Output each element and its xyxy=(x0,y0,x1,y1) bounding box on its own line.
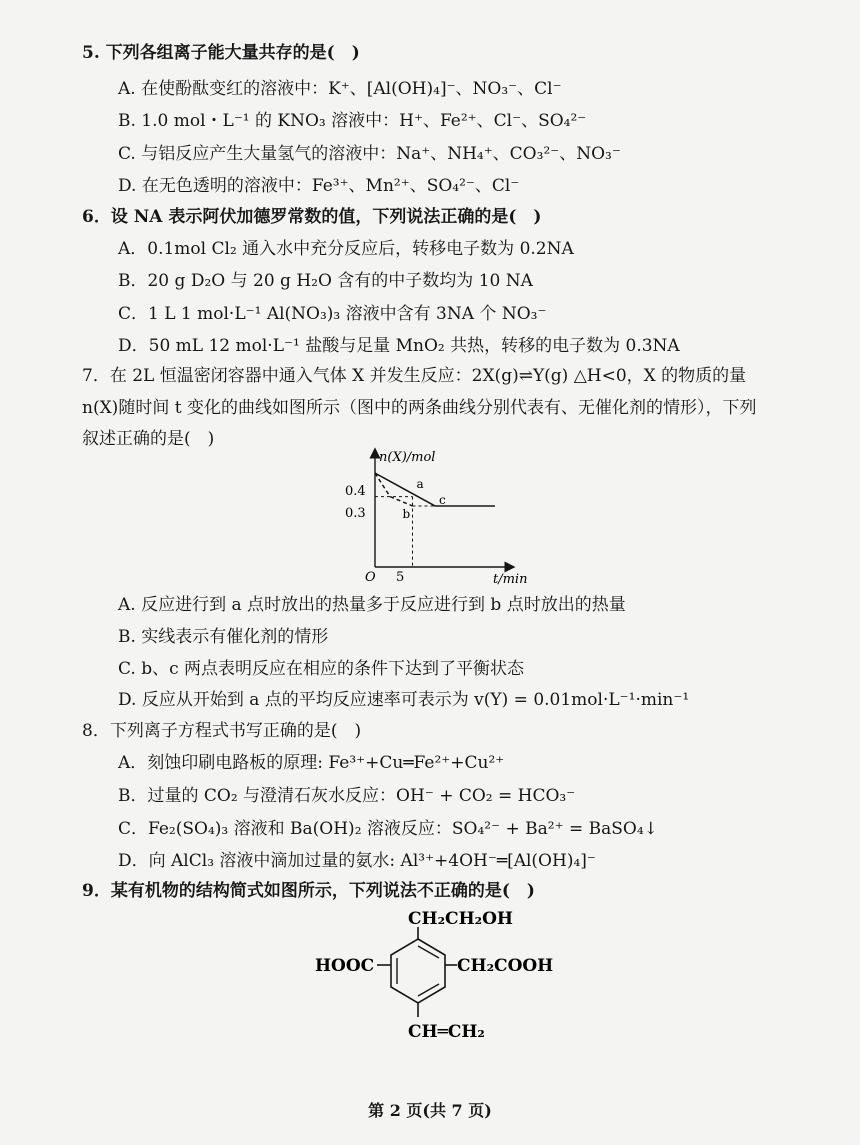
q9-stem: 9．某有机物的结构简式如图所示，下列说法不正确的是( ) xyxy=(82,881,535,901)
nx-time-graph xyxy=(335,445,555,590)
solid-curve xyxy=(375,473,495,506)
q8-option-d: D．向 AlCl₃ 溶液中滴加过量的氨水: Al³⁺+4OH⁻═[Al(OH)₄]⁻ xyxy=(118,851,596,871)
substituent-right: CH₂COOH xyxy=(457,956,554,976)
q5-option-b: B. 1.0 mol・L⁻¹ 的 KNO₃ 溶液中：H⁺、Fe²⁺、Cl⁻、SO₄²⁻ xyxy=(118,111,587,131)
substituent-top: CH₂CH₂OH xyxy=(408,909,513,929)
origin-label: O xyxy=(365,570,376,585)
q5-option-c: C. 与铝反应产生大量氢气的溶液中：Na⁺、NH₄⁺、CO₃²⁻、NO₃⁻ xyxy=(118,144,621,164)
benzene-ring xyxy=(391,939,445,1003)
q5-option-d: D. 在无色透明的溶液中：Fe³⁺、Mn²⁺、SO₄²⁻、Cl⁻ xyxy=(118,176,520,196)
q7-option-c: C. b、c 两点表明反应在相应的条件下达到了平衡状态 xyxy=(118,659,525,679)
organic-structure xyxy=(305,905,585,1065)
graph-axes xyxy=(375,453,510,567)
q8-option-b: B．过量的 CO₂ 与澄清石灰水反应：OH⁻ + CO₂ = HCO₃⁻ xyxy=(118,786,576,806)
q6-option-d: D．50 mL 12 mol·L⁻¹ 盐酸与足量 MnO₂ 共热，转移的电子数为 0.3NA xyxy=(118,336,680,356)
substituent-left: HOOC xyxy=(315,956,375,976)
q7-option-b: B. 实线表示有催化剂的情形 xyxy=(118,627,329,647)
ring-double-bond-2 xyxy=(418,984,439,996)
y-tick-0.4: 0.4 xyxy=(345,484,366,499)
q6-option-a: A．0.1mol Cl₂ 通入水中充分反应后，转移电子数为 0.2NA xyxy=(118,239,574,259)
y-axis-label: n(X)/mol xyxy=(379,450,436,465)
q7-stem-line2: n(X)随时间 t 变化的曲线如图所示（图中的两条曲线分别代表有、无催化剂的情形），下列 xyxy=(82,398,757,418)
q8-option-a: A．刻蚀印刷电路板的原理: Fe³⁺+Cu═Fe²⁺+Cu²⁺ xyxy=(118,753,505,773)
ring-double-bond-1 xyxy=(418,946,439,958)
q6-option-c: C．1 L 1 mol·L⁻¹ Al(NO₃)₃ 溶液中含有 3NA 个 NO₃⁻ xyxy=(118,304,547,324)
q6-stem: 6．设 NA 表示阿伏加德罗常数的值，下列说法正确的是( ) xyxy=(82,207,542,227)
page-footer: 第 2 页(共 7 页) xyxy=(368,1101,492,1120)
x-tick-5: 5 xyxy=(396,570,405,585)
q7-option-d: D. 反应从开始到 a 点的平均反应速率可表示为 v(Y) = 0.01mol·L⁻¹·min⁻¹ xyxy=(118,690,690,710)
y-tick-0.3: 0.3 xyxy=(345,506,366,521)
q6-option-b: B．20 g D₂O 与 20 g H₂O 含有的中子数均为 10 NA xyxy=(118,271,533,291)
q7-stem-line1: 7．在 2L 恒温密闭容器中通入气体 X 并发生反应：2X(g)⇌Y(g) △H<0，X 的物质的量 xyxy=(82,366,747,386)
point-label-b: b xyxy=(402,506,411,521)
q7-stem-line3: 叙述正确的是( ) xyxy=(82,429,215,449)
q8-stem: 8．下列离子方程式书写正确的是( ) xyxy=(82,721,362,741)
q7-option-a: A. 反应进行到 a 点时放出的热量多于反应进行到 b 点时放出的热量 xyxy=(118,595,626,615)
dashed-curve xyxy=(375,473,413,506)
q5-option-a: A. 在使酚酞变红的溶液中：K⁺、[Al(OH)₄]⁻、NO₃⁻、Cl⁻ xyxy=(118,79,562,99)
q8-option-c: C．Fe₂(SO₄)₃ 溶液和 Ba(OH)₂ 溶液反应：SO₄²⁻ + Ba²⁺ = BaSO₄↓ xyxy=(118,819,658,839)
point-label-a: a xyxy=(416,476,424,491)
substituent-bottom: CH═CH₂ xyxy=(408,1022,485,1042)
x-axis-label: t/min xyxy=(493,572,528,587)
point-label-c: c xyxy=(439,492,446,507)
q5-stem: 5. 下列各组离子能大量共存的是( ) xyxy=(82,43,360,63)
